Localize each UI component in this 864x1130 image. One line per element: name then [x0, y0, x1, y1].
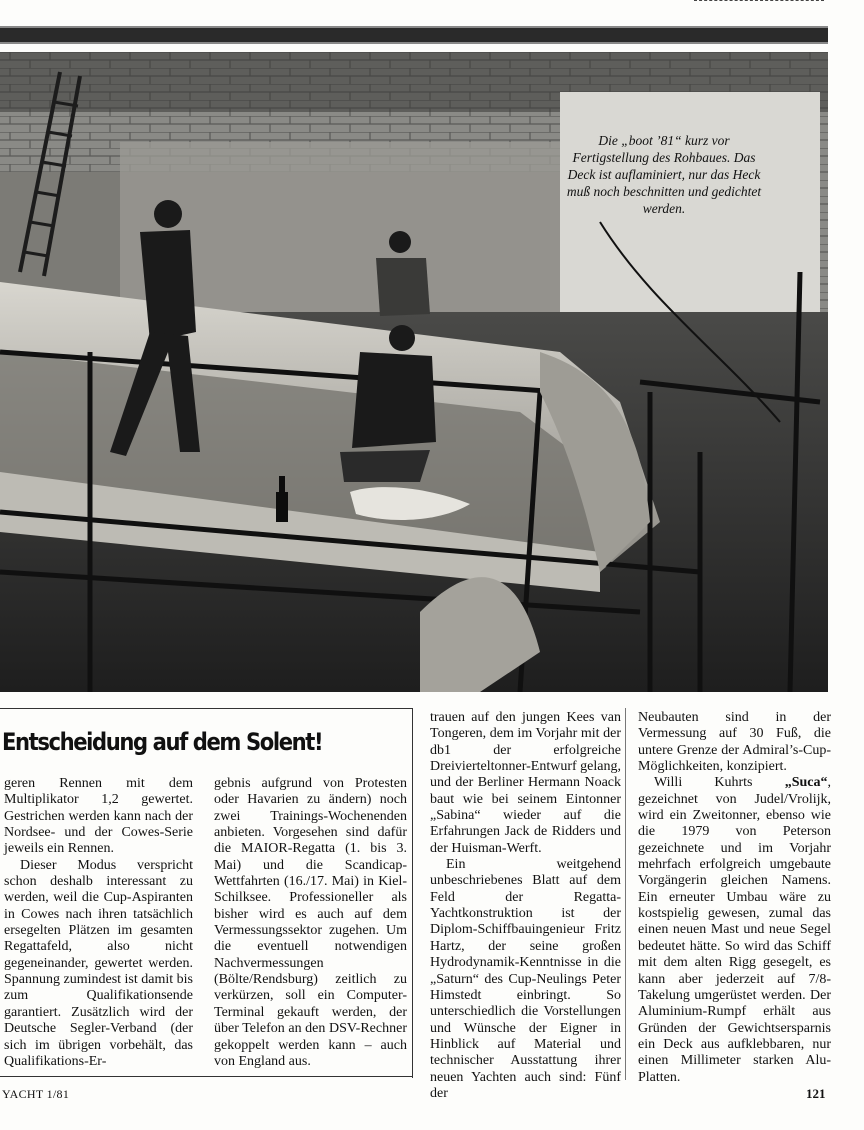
boat-name: „Suca“: [784, 775, 828, 791]
paragraph: trauen auf den jungen Kees van Tongeren, dem im Vorjahr mit der db1 der erfolgreiche Dreivierteltonner-Entwurf gelang, und der Berliner Hermann Noack baut wie bei seinem Eintonner „Sabina“ wieder auf die Erfahrungen Jack de Ridders und der Huisman-Werft.: [430, 710, 621, 856]
header-bar: [0, 26, 828, 44]
article-headline: Entscheidung auf dem Solent!: [2, 728, 323, 756]
page-number: 121: [806, 1086, 826, 1101]
text-column-1: [4, 776, 193, 1070]
top-margin: [0, 0, 864, 24]
footer-magazine-issue: YACHT 1/81: [2, 1087, 70, 1101]
photo-caption: Die „boot ’81“ kurz vor Fertigstellung des Rohbaues. Das Deck ist auflaminiert, nur das Heck muß noch beschnitten und gedichtet werden.: [566, 133, 762, 216]
box-bottom-rule: [0, 1076, 412, 1077]
text-column-2: [214, 776, 407, 1070]
paragraph: Ein weitgehend unbeschriebenes Blatt auf dem Feld der Regatta-Yachtkonstruktion ist der Diplom-Schiffbauingenieur Fritz Hartz, der seine großen Hydrodynamik-Kenntnisse in die „Saturn“ des Cup-Neulings Peter Himstedt einbringt. So unterschiedlich die Vorstellungen und Wünsche der Eigner in Hinblick auf Material und technischer Ausstattung ihrer neuen Yachten auch sind: Fünf der: [430, 857, 621, 1101]
text-run: , gezeichnet von Judel/Vrolijk, wird ein Zweitonner, ebenso wie die 1979 von Peterson gezeichnete und im Vorjahr mehrfach erfolgreich umgebaute Vorgängerin gleichen Namens. Ein erneuter Umbau wäre zu kostspielig gewesen, zumal das einen neuen Mast und neue Segel bedeutet hätte. So wird das Schiff mit dem alten Rigg gesegelt, es kann aber jederzeit auf 7/8-Takelung umgerüstet werden. Der Aluminium-Rumpf erhält aus Gründen der Gewichtsersparnis ein Deck aus aufklebbaren, nur einen Millimeter starken Alu-Platten.: [638, 775, 831, 1085]
paragraph: Neubauten sind in der Vermessung auf 30 Fuß, die untere Grenze der Admiral’s-Cup-Möglichkeiten, konzipiert.: [638, 710, 831, 775]
paragraph: Dieser Modus verspricht schon deshalb interessant zu werden, weil die Cup-Aspiranten in Cowes nach ihren tatsächlich ersegelten Plätzen im gesamten Regattafeld, also nicht gegeneinander, gewertet werden. Spannung zumindest ist damit bis zum Qualifikationsende garantiert. Zusätzlich wird der Deutsche Segler-Verband (der sich im übrigen vorbehält, das Qualifikations-Er-: [4, 857, 193, 1069]
top-dashed-rule: [694, 0, 824, 1]
text-run: Willi Kuhrts: [654, 775, 785, 791]
text-column-4: [638, 710, 831, 1086]
column-rule: [625, 708, 626, 1080]
paragraph: [638, 775, 831, 1086]
headline-top-rule: [0, 708, 412, 709]
column-rule: [412, 708, 413, 1078]
paragraph: geren Rennen mit dem Multiplikator 1,2 gewertet. Gestrichen werden kann nach der Nordsee- und der Cowes-Serie jeweils ein Rennen.: [4, 776, 193, 857]
paragraph: gebnis aufgrund von Protesten oder Havarien zu ändern) noch zwei Trainings-Wochenenden anbieten. Vorgesehen sind dafür die MAIOR-Regatta (1. bis 3. Mai) und die Scandicap-Wettfahrten (16./17. Mai) in Kiel-Schilksee. Professioneller als bisher wird es auch auf dem Vermessungssektor zugehen. Um die eventuell notwendigen Nachvermessungen (Bölte/Rendsburg) zeitlich zu verkürzen, soll ein Computer-Terminal gekauft werden, der über Telefon an den DSV-Rechner gekoppelt werden kann – auch von England aus.: [214, 776, 407, 1069]
text-column-3: [430, 710, 621, 1102]
